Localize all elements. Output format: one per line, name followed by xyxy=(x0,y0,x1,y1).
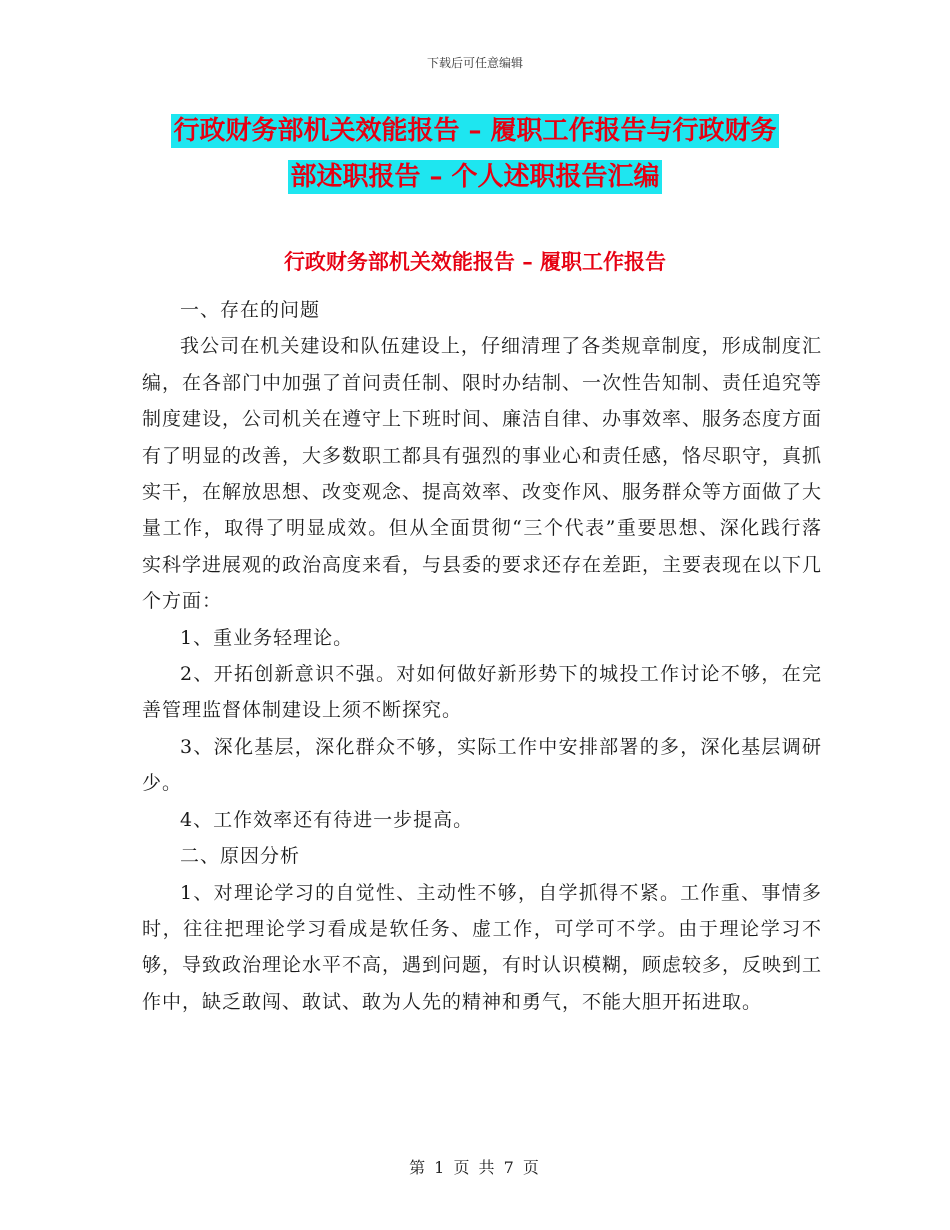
list-item: 2、开拓创新意识不强。对如何做好新形势下的城投工作讨论不够，在完善管理监督体制建设上须不断探究。 xyxy=(142,663,822,722)
document-body xyxy=(142,292,822,1020)
paragraph: 我公司在机关建设和队伍建设上，仔细清理了各类规章制度，形成制度汇编，在各部门中加强了首问责任制、限时办结制、一次性告知制、责任追究等制度建设，公司机关在遵守上下班时间、廉洁自律、办事效率、服务态度方面有了明显的改善，大多数职工都具有强烈的事业心和责任感，恪尽职守，真抓实干，在解放思想、改变观念、提高效率、改变作风、服务群众等方面做了大量工作，取得了明显成效。但从全面贯彻“三个代表”重要思想、深化践行落实科学进展观的政治高度来看，与县委的要求还存在差距，主要表现在以下几个方面： xyxy=(142,335,823,613)
page-number: 第 1 页 共 7 页 xyxy=(409,1158,541,1177)
list-item: 4、工作效率还有待进一步提高。 xyxy=(180,808,474,831)
section-title: 行政财务部机关效能报告 – 履职工作报告 xyxy=(283,249,667,274)
header-note: 下载后可任意编辑 xyxy=(426,56,523,70)
paragraph: 1、对理论学习的自觉性、主动性不够，自学抓得不紧。工作重、事情多时，往往把理论学习看成是软任务、虚工作，可学可不学。由于理论学习不够，导致政治理论水平不高，遇到问题，有时认识模糊，顾虑较多，反映到工作中，缺乏敢闯、敢试、敢为人先的精神和勇气，不能大胆开拓进取。 xyxy=(142,881,823,1013)
title-line-2: 部述职报告 – 个人述职报告汇编 xyxy=(290,162,660,192)
heading-problems: 一、存在的问题 xyxy=(180,299,321,321)
heading-analysis: 二、原因分析 xyxy=(180,845,301,868)
document-title xyxy=(0,108,950,200)
title-line-1: 行政财务部机关效能报告 – 履职工作报告与行政财务 xyxy=(173,116,777,146)
list-item: 1、重业务轻理论。 xyxy=(180,626,354,649)
list-item: 3、深化基层，深化群众不够，实际工作中安排部署的多，深化基层调研少。 xyxy=(142,735,822,795)
